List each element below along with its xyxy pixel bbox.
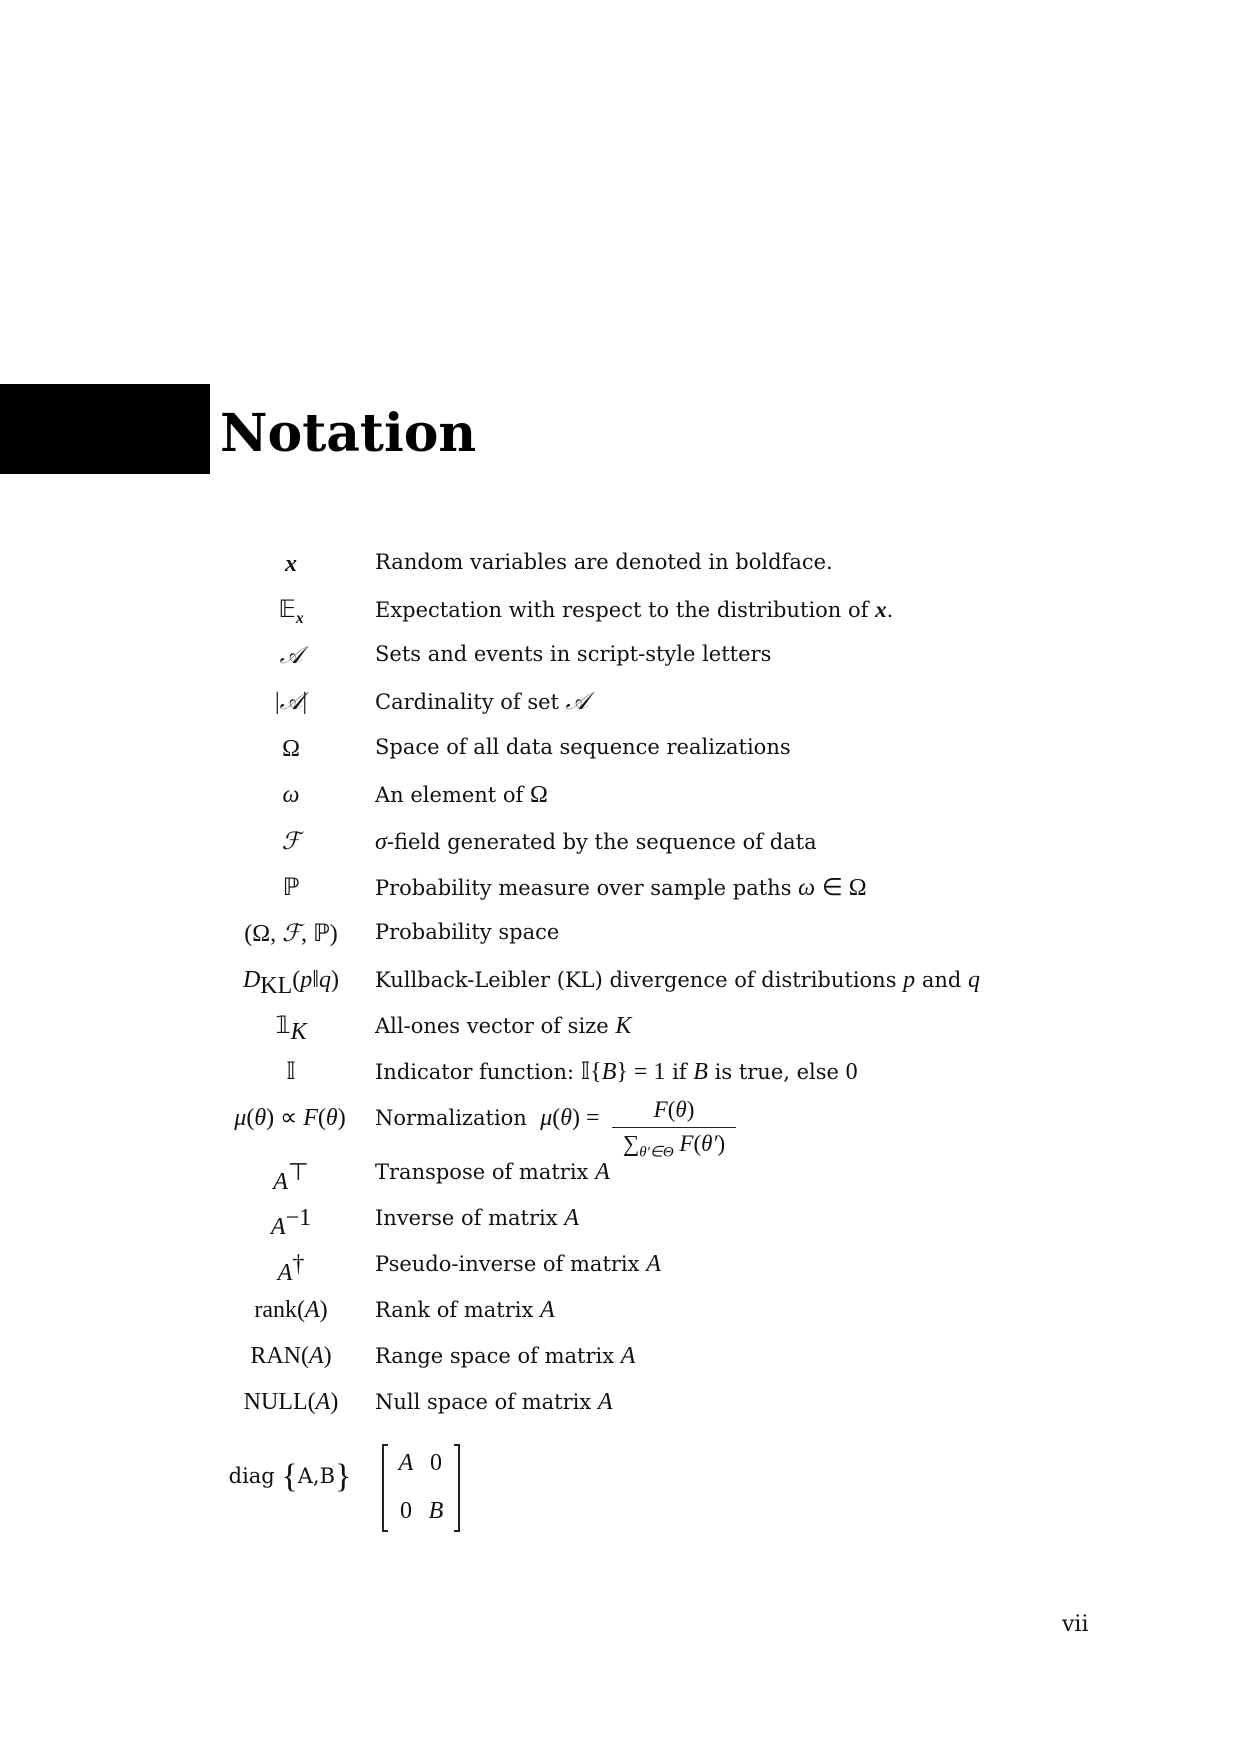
notation-description: All-ones vector of size K [375,1013,632,1039]
notation-symbol: ℱ [281,829,301,855]
notation-symbol: $𝟙_K$ [275,1013,307,1045]
chapter-title-block [0,384,210,474]
notation-description: Cardinality of set 𝒜 [375,689,589,715]
notation-description: Sets and events in script-style letters [375,642,772,666]
notation-symbol: ℙ [282,875,300,901]
chapter-title: Notation [220,403,477,464]
notation-symbol: ω [282,782,300,808]
notation-symbol: rank(A) [254,1297,328,1323]
notation-symbol: 𝕀 [286,1059,296,1085]
notation-symbol: (Ω, ℱ, ℙ) [244,921,338,947]
notation-symbol: A† [277,1251,305,1286]
notation-description: Range space of matrix A [375,1343,636,1369]
notation-description: σ-field generated by the sequence of data [375,829,817,855]
notation-description: Transpose of matrix A [375,1159,610,1185]
notation-symbol: Ω [282,736,300,762]
notation-description: Space of all data sequence realizations [375,735,791,759]
notation-description: Random variables are denoted in boldface. [375,550,833,574]
notation-description: Kullback-Leibler (KL) divergence of distributions p and q [375,967,981,993]
notation-symbol: x [285,551,297,577]
notation-symbol: diag {A,B} [228,1458,352,1495]
notation-description: Inverse of matrix A [375,1205,579,1231]
notation-symbol: A⊤ [273,1158,309,1195]
notation-symbol: 𝒜 [279,643,303,669]
notation-symbol: μ(θ) ∝ F(θ) [234,1105,346,1131]
notation-symbol: |𝒜| [274,689,308,715]
notation-symbol: $A^{-1}$ [270,1205,312,1240]
normalization-fraction: $\frac{F(\theta)}{\sum_{\theta'\in\Theta} F(\theta')}$ [612,1098,736,1161]
notation-description: Probability space [375,920,560,944]
notation-description: Null space of matrix A [375,1389,613,1415]
notation-description: Expectation with respect to the distribution of x. [375,597,894,622]
notation-description: Normalization μ(θ) = [375,1105,600,1131]
notation-symbol: NULL(A) [243,1389,339,1415]
notation-description: Probability measure over sample paths ω ∈ Ω [375,875,867,901]
notation-description: Pseudo-inverse of matrix A [375,1251,661,1277]
notation-description: Indicator function: 𝕀{B} = 1 if B is true, else 0 [375,1059,858,1085]
notation-symbol: 𝔼$_x$ [278,597,304,627]
page-number: vii [1062,1612,1089,1637]
block-diagonal-matrix: A 0 0 B [382,1444,460,1532]
notation-symbol: $D_{KL}(p‖q)$ [242,967,340,999]
notation-symbol: RAN(A) [250,1343,332,1369]
notation-description: Rank of matrix A [375,1297,555,1323]
notation-description: An element of Ω [375,782,548,808]
